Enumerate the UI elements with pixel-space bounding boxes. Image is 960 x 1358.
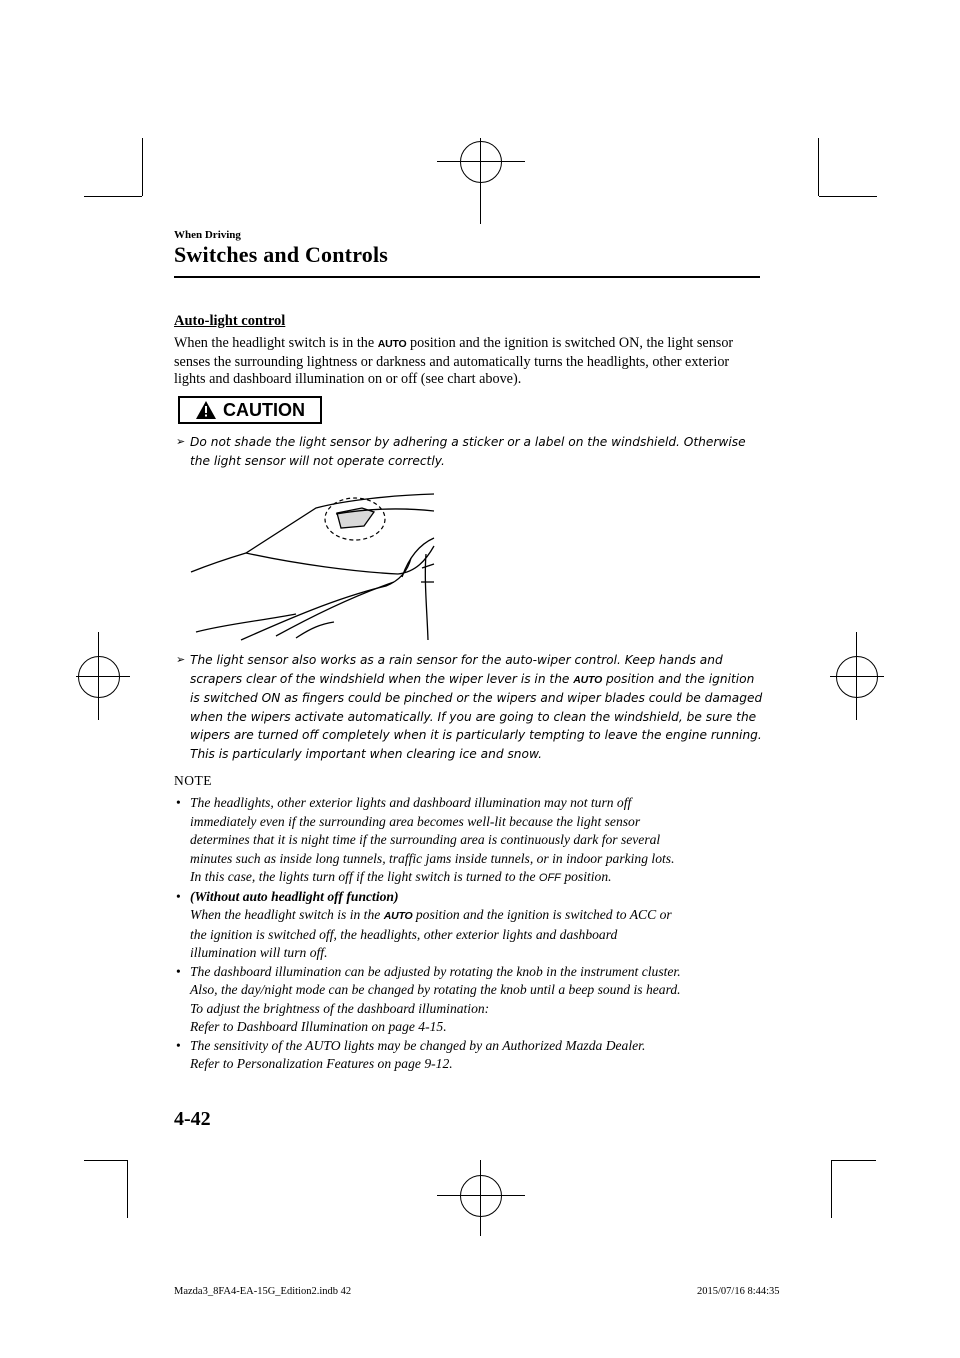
note-item-4 bbox=[176, 1037, 766, 1074]
caution-item-2 bbox=[176, 651, 766, 763]
bullet-dot-icon: • bbox=[176, 888, 181, 904]
bullet-dot-icon: • bbox=[176, 963, 181, 979]
note-4-line: The sensitivity of the AUTO lights may be changed by an Authorized Mazda Dealer. bbox=[190, 1037, 646, 1053]
note-4-line: Refer to Personalization Features on page 9-12. bbox=[190, 1056, 453, 1071]
caution-label bbox=[178, 396, 322, 424]
windshield-light-sensor-illustration bbox=[186, 490, 436, 642]
intro-part-2: position and the ignition is switched ON, the light sensor senses the surrounding lightness or darkness and automatically turns the headlights, other exterior lights and dashboard illumination on or off (see chart above). bbox=[174, 335, 734, 387]
note-item-3 bbox=[176, 963, 766, 1037]
note-1-line: minutes such as inside long tunnels, traffic jams inside tunnels, or in indoor parking lots. bbox=[190, 850, 675, 866]
caution-item-1-text: Do not shade the light sensor by adhering a sticker or a label on the windshield. Otherwise the light sensor will not operate correctly. bbox=[190, 435, 746, 468]
note-1-last-part-a: In this case, the lights turn off if the light switch is turned to the bbox=[190, 869, 536, 884]
note-2-first-line bbox=[190, 906, 766, 926]
note-1-last-line bbox=[190, 868, 766, 888]
auto-position-icon: AUTO bbox=[573, 673, 603, 686]
autolight-heading: Auto-light control bbox=[174, 313, 286, 329]
note-1-line: immediately even if the surrounding area becomes well-lit because the light sensor bbox=[190, 813, 641, 829]
warning-icon bbox=[195, 400, 217, 420]
note-item-1 bbox=[176, 794, 766, 888]
off-position-icon: OFF bbox=[538, 872, 561, 884]
note-3-line: Refer to Dashboard Illumination on page 4-15. bbox=[190, 1019, 447, 1034]
caution-item-2-part-a: The light sensor also works as a rain sensor for the auto-wiper control. Keep hands and scrapers clear of the windshield when the wiper lever is in the bbox=[190, 653, 723, 686]
note-1-line: The headlights, other exterior lights and dashboard illumination may not turn off bbox=[190, 795, 632, 810]
note-2-heading: (Without auto headlight off function) bbox=[190, 888, 399, 904]
footer-filename: Mazda3_8FA4-EA-15G_Edition2.indb 42 bbox=[174, 1286, 352, 1297]
autolight-intro bbox=[174, 335, 764, 389]
caution-text: CAUTION bbox=[223, 399, 305, 420]
note-3-line: To adjust the brightness of the dashboard illumination: bbox=[190, 1000, 490, 1016]
bullet-dot-icon: • bbox=[176, 795, 181, 810]
note-2-line: illumination will turn off. bbox=[190, 945, 328, 960]
arrow-bullet-icon: ➢ bbox=[176, 653, 186, 666]
note-1-line: determines that it is night time if the surrounding area is continuously dark for several bbox=[190, 832, 661, 847]
note-3-line: Also, the day/night mode can be changed by rotating the knob until a beep sound is heard. bbox=[190, 982, 681, 997]
footer-timestamp: 2015/07/16 8:44:35 bbox=[697, 1286, 780, 1297]
caution-item-2-part-b: position and the ignition is switched ON as fingers could be pinched or the wipers and wiper blades could be damaged when the wipers activate automatically. If you are going to clean the windshield, be sure the wipers are turned off completely when it is particularly tempting to leave the engine running. This is particularly important when clearing ice and snow. bbox=[190, 671, 763, 761]
section-label: When Driving bbox=[174, 229, 241, 241]
note-2-part-a: When the headlight switch is in the bbox=[190, 907, 381, 922]
auto-position-icon: AUTO bbox=[383, 910, 413, 922]
note-2-part-b: position and the ignition is switched to ACC or bbox=[415, 907, 672, 922]
intro-part-1: When the headlight switch is in the bbox=[174, 335, 375, 351]
arrow-bullet-icon: ➢ bbox=[176, 435, 186, 448]
caution-item-2-text bbox=[176, 651, 766, 763]
caution-item-1 bbox=[176, 433, 766, 470]
page-title: Switches and Controls bbox=[174, 242, 389, 267]
note-list bbox=[176, 794, 766, 1074]
title-divider bbox=[174, 276, 760, 278]
note-item-2 bbox=[176, 888, 766, 963]
note-2-line: the ignition is switched off, the headlights, other exterior lights and dashboard bbox=[190, 926, 618, 942]
note-1-last-part-b: position. bbox=[564, 869, 612, 884]
note-3-line: The dashboard illumination can be adjusted by rotating the knob in the instrument cluster. bbox=[190, 963, 681, 979]
note-heading: NOTE bbox=[174, 773, 212, 788]
auto-position-icon: AUTO bbox=[377, 338, 407, 350]
bullet-dot-icon: • bbox=[176, 1037, 181, 1053]
page-number: 4-42 bbox=[174, 1108, 211, 1130]
